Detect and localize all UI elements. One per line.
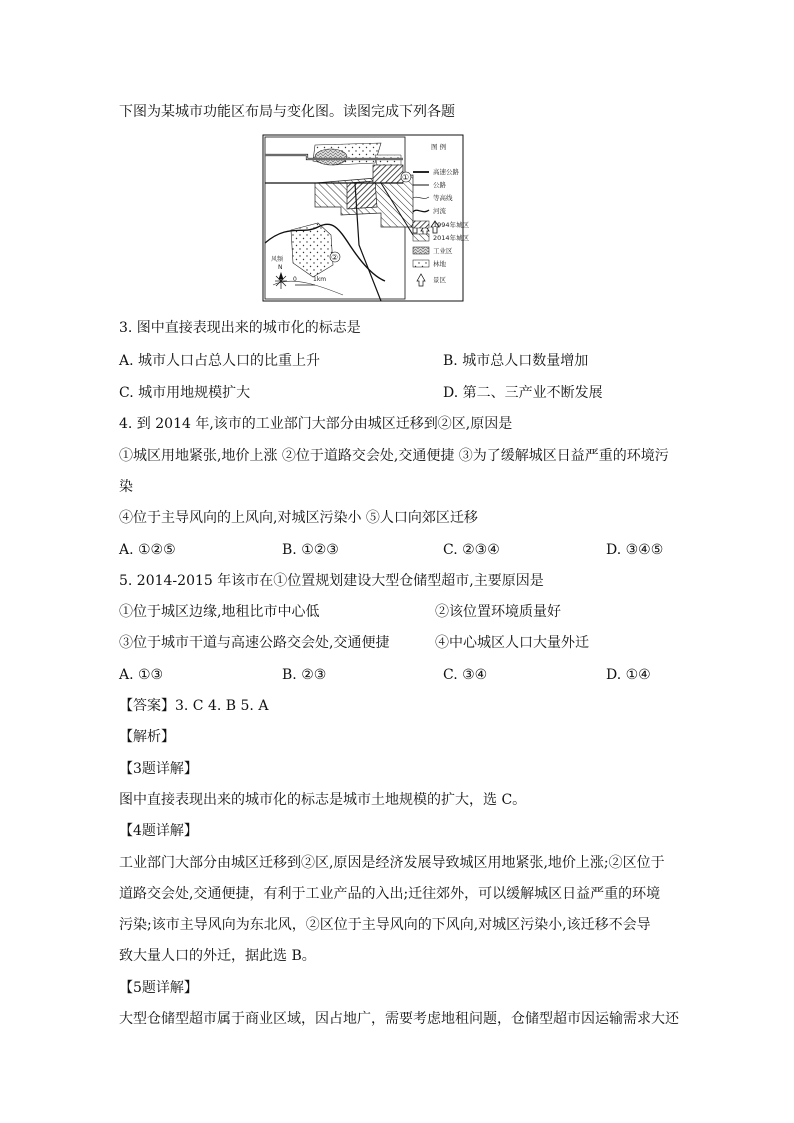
q4-detail-line3: 污染;该市主导风向为东北风，②区位于主导风向的下风向,对城区污染小,该迁移不会导 [119,917,651,933]
city-1994-area [347,181,377,209]
legend-scenic: 景区 [433,276,446,284]
q5-option-b: B. ②③ [282,667,327,683]
q5-option-c: C. ③④ [443,667,488,683]
q3-option-d: D. 第二、三产业不断发展 [443,385,603,401]
q5-statement-1: ①位于城区边缘,地租比市中心低 [119,604,320,620]
legend-expressway: 高速公路 [433,168,459,176]
industry-area [315,149,347,165]
wind-label: 风频 [271,256,284,263]
q5-statement-2: ②该位置环境质量好 [435,604,561,620]
q4-stem: 4. 到 2014 年,该市的工业部门大部分由城区迁移到②区,原因是 [119,416,513,432]
q4-option-a: A. ①②⑤ [119,542,176,558]
q3-detail-heading: 【3题详解】 [119,761,198,777]
city-1994-block [373,165,403,183]
q3-stem: 3. 图中直接表现出来的城市化的标志是 [119,320,361,336]
q4-detail-line1: 工业部门大部分由城区迁移到②区,原因是经济发展导致城区用地紧张,地价上涨;②区位于 [119,855,665,871]
legend-title: 图 例 [431,143,447,151]
marker-2: ② [331,253,339,262]
q4-option-c: C. ②③④ [443,542,500,558]
q4-statement-line1: ①城区用地紧张,地价上涨 ②位于道路交会处,交通便捷 ③为了缓解城区日益严重的环境污 [119,448,669,464]
q3-option-b: B. 城市总人口数量增加 [443,353,589,369]
analysis-heading: 【解析】 [119,729,175,745]
q3-detail-text: 图中直接表现出来的城市化的标志是城市土地规模的扩大，选 C。 [119,792,527,808]
q5-detail-text: 大型仓储型超市属于商业区域，因占地广，需要考虑地租问题，仓储型超市因运输需求大还 [119,1011,679,1027]
q4-statement-line3: ④位于主导风向的上风向,对城区污染小 ⑤人口向郊区迁移 [119,510,478,526]
q4-option-d: D. ③④⑤ [606,542,664,558]
q5-option-a: A. ①③ [119,667,164,683]
legend-road: 公路 [433,181,446,189]
scale-unit: 1km [313,276,327,283]
legend-forest: 林地 [433,260,446,268]
legend-city-1994: 1994年城区 [433,221,470,229]
intro-text: 下图为某城市功能区布局与变化图。读图完成下列各题 [119,104,455,120]
legend-city-2014: 2014年城区 [433,234,470,242]
legend-industry: 工业区 [433,247,453,255]
q5-detail-heading: 【5题详解】 [119,980,198,996]
q3-option-c: C. 城市用地规模扩大 [119,385,251,401]
scale-zero: 0 [293,276,297,283]
legend-river: 河流 [433,207,446,215]
q5-statement-4: ④中心城区人口大量外迁 [435,635,589,651]
answer-key: 【答案】3. C 4. B 5. A [119,698,269,714]
north-label: N [278,264,283,271]
q4-statement-line2: 染 [119,479,133,495]
city-function-map [263,135,470,301]
marker-1: ① [402,173,410,182]
q5-statement-3: ③位于城市干道与高速公路交会处,交通便捷 [119,635,390,651]
q4-detail-line4: 致大量人口的外迁，据此选 B。 [119,948,316,964]
legend-contour: 等高线 [433,194,453,202]
q4-detail-line2: 道路交会处,交通便捷，有利于工业产品的入出;迁往郊外，可以缓解城区日益严重的环境 [119,886,661,902]
q5-stem: 5. 2014-2015 年该市在①位置规划建设大型仓储型超市,主要原因是 [119,573,544,589]
q4-option-b: B. ①②③ [282,542,339,558]
q5-option-d: D. ①④ [606,667,651,683]
q3-option-a: A. 城市人口占总人口的比重上升 [119,353,321,369]
q4-detail-heading: 【4题详解】 [119,823,198,839]
